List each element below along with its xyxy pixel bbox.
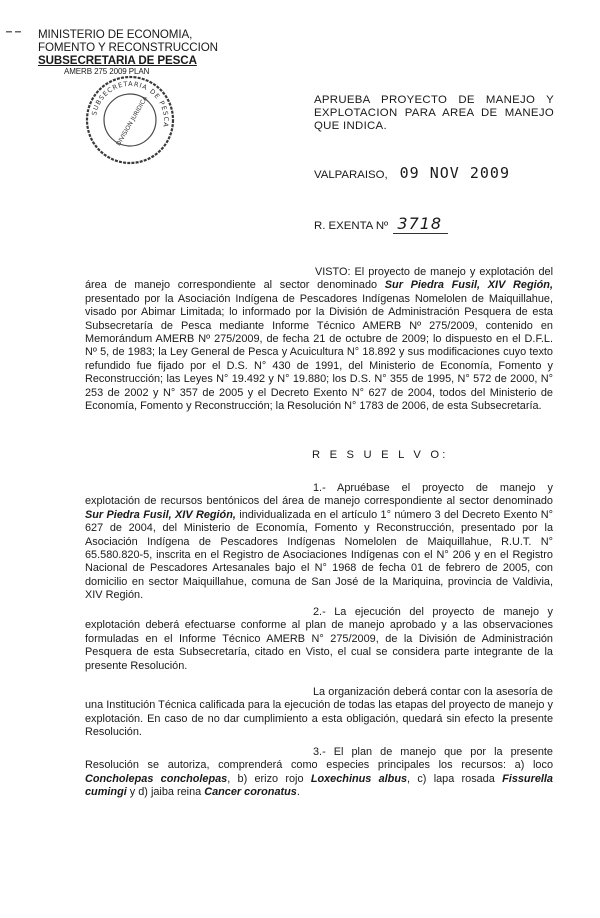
official-seal-stamp — [84, 74, 176, 166]
resolution-title: APRUEBA PROYECTO DE MANEJO Y EXPLOTACION PARA AREA DE MANEJO QUE INDICA. — [314, 94, 554, 132]
visto-sector-name: Sur Piedra Fusil, XIV Región, — [384, 279, 553, 292]
subsecretaria-line: SUBSECRETARIA DE PESCA — [38, 54, 197, 67]
article-3 — [85, 746, 553, 800]
article-1 — [85, 482, 553, 603]
ministry-line-2: FOMENTO Y RECONSTRUCCION — [38, 41, 218, 54]
exenta-label: R. EXENTA — [314, 220, 373, 232]
date-stamp: 09 NOV 2009 — [399, 164, 510, 182]
seal-center-text: DIVISION JURIDICA — [115, 95, 150, 148]
article-3-text-1: 3.- El plan de manejo que por la presente Resolución se autoriza, comprenderá como especies principales los recursos: a) loco — [85, 746, 553, 772]
species-erizo: Loxechinus albus — [310, 772, 408, 785]
exenta-number — [314, 214, 448, 234]
article-1-text-1: 1.- Apruébase el proyecto de manejo y explotación de recursos bentónicos del área de manejo correspondiente al sector denominado — [85, 482, 553, 508]
file-reference: AMERB 275 2009 PLAN — [64, 67, 150, 76]
seal-ring-text: SUBSECRETARIA DE PESCA — [90, 79, 171, 129]
article-3-text-2: , b) erizo rojo — [227, 772, 311, 785]
species-loco: Concholepas concholepas — [85, 772, 228, 785]
species-jaiba: Cancer coronatus — [204, 786, 297, 799]
ministry-header — [38, 28, 218, 77]
ministry-line-1: MINISTERIO DE ECONOMIA, — [38, 28, 193, 41]
resuelvo-heading: R E S U E L V O: — [312, 449, 449, 461]
resolution-number: 3718 — [393, 214, 448, 234]
visto-text-2: presentado por la Asociación Indígena de Pescadores Indígenas Nomelolen de Maiquillahue, visado por Abimar Limitada; lo informado por la División de Administración Pesquera de esta Subsecretaría de Pesca mediante Informe Técnico AMERB Nº 275/2009, contenido en Memorándum AMERB Nº 275/2009, de fecha 21 de octubre de 2009; lo dispuesto en el D.F.L. Nº 5, de 1983; la Ley General de Pesca y Acuicultura N° 18.892 y sus modificaciones cuyo texto refundido fue fijado por el D.S. N° 430 de 1991, del Ministerio de Economía, Fomento y Reconstrucción; las Leyes N° 19.492 y N° 19.880; los D.S. N° 355 de 1995, N° 572 de 2000, N° 253 de 2002 y N° 357 de 2005 y el Decreto Exento N° 627 de 2004, todos del Ministerio de Economía, Fomento y Reconstrucción; la Resolución N° 1783 de 2006, de esta Subsecretaría. — [85, 292, 553, 413]
place-date — [314, 164, 510, 182]
article-1-sector-name: Sur Piedra Fusil, XIV Región, — [85, 508, 236, 521]
city: VALPARAISO, — [314, 169, 388, 181]
article-3-text-3: , c) lapa rosada — [407, 772, 503, 785]
article-3-text-4: y d) jaiba reina — [126, 786, 205, 799]
article-3-text-5: . — [296, 786, 300, 799]
species-lapa: Fissurella cumingi — [85, 772, 553, 799]
exenta-no-label: Nº — [375, 220, 389, 232]
article-1-text-2: individualizada en el artículo 1° número 3 del Decreto Exento N° 627 de 2004, del Ministerio de Economía, Fomento y Reconstrucción, presentado por la Asociación Indígena de Pescadores Indígenas Nomelolen de Maiquillahue, R.U.T. N° 65.580.820-5, inscrita en el Registro de Asociaciones Indígenas con el N° 206 y en el Registro Nacional de Pescadores Artesanales bajo el N° 1968 de fecha 01 de febrero de 2005, con domicilio en sector Maiquillahue, comuna de San José de la Mariquina, provincia de Valdivia, XIV Región. — [85, 508, 553, 602]
article-2: 2.- La ejecución del proyecto de manejo y explotación deberá efectuarse conforme al plan de manejo aprobado y a las observaciones formuladas en el Informe Técnico AMERB N° 275/2009, de la División de Administración Pesquera de esta Subsecretaría, citado en Visto, el cual se considera parte integrante de la presente Resolución. — [85, 606, 553, 672]
visto-text-1: VISTO: El proyecto de manejo y explotación del área de manejo correspondiente al sector denominado — [85, 266, 553, 292]
visto-paragraph — [85, 266, 553, 413]
article-2-advisory: La organización deberá contar con la asesoría de una Institución Técnica calificada para la ejecución de todas las etapas del proyecto de manejo y explotación. En caso de no dar cumplimiento a esta obligación, quedará sin efecto la presente Resolución. — [85, 686, 553, 739]
scan-mark — [6, 30, 22, 34]
